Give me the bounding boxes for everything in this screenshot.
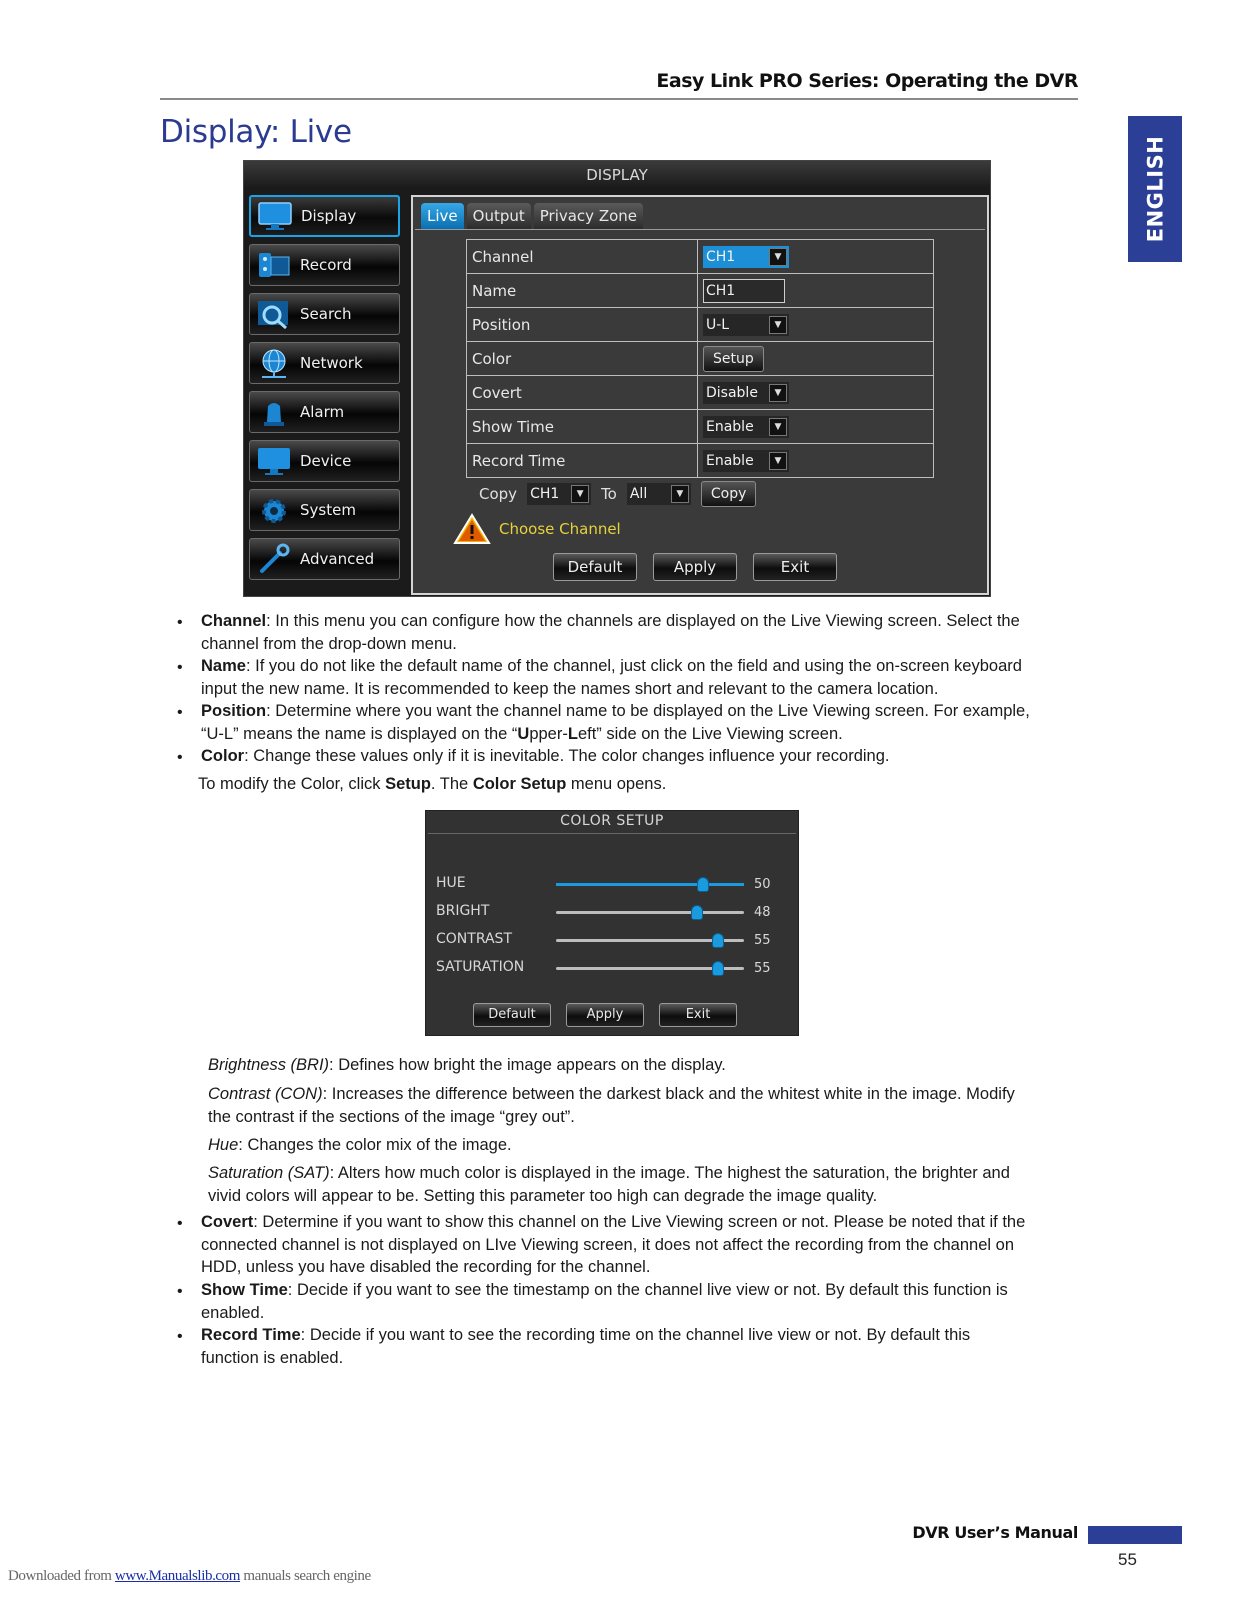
warning-message — [453, 513, 621, 545]
footer-manual-title: DVR User’s Manual — [912, 1523, 1078, 1542]
show-time-label: Show Time — [467, 410, 698, 444]
channel-select[interactable] — [703, 246, 789, 268]
bullet-text: enabled. — [201, 1303, 265, 1322]
side-menu-system[interactable] — [249, 489, 400, 531]
dialog-buttons — [553, 553, 853, 581]
monitor-icon — [257, 199, 293, 233]
bullet-term: Covert — [201, 1213, 254, 1231]
slider-track[interactable] — [556, 883, 744, 886]
apply-button[interactable]: Apply — [653, 553, 737, 581]
copy-from-value: CH1 — [530, 486, 560, 502]
apply-button[interactable]: Apply — [566, 1003, 644, 1027]
bullet-dot: • — [177, 1215, 183, 1232]
table-row — [467, 240, 934, 274]
term-text: : Changes the color mix of the image. — [238, 1136, 512, 1154]
tab-live[interactable]: Live — [421, 203, 464, 229]
slider-label: SATURATION — [436, 959, 525, 975]
slider-handle[interactable] — [697, 877, 709, 892]
chevron-down-icon: ▼ — [671, 485, 689, 503]
title-divider — [428, 833, 796, 834]
slider-handle[interactable] — [712, 961, 724, 976]
covert-select-value: Disable — [706, 384, 758, 401]
term-saturation — [208, 1162, 1078, 1207]
bullet-color — [201, 745, 1081, 768]
chevron-down-icon: ▼ — [769, 384, 787, 402]
record-time-cell — [698, 444, 934, 478]
side-menu-label: Display — [301, 207, 357, 225]
copy-from-select[interactable] — [527, 483, 591, 505]
copy-to-select[interactable] — [627, 483, 691, 505]
slider-contrast — [436, 929, 791, 951]
bullet-text: input the new name. It is recommended to keep the names short and relevant to the camera location. — [201, 679, 939, 698]
exit-button[interactable]: Exit — [659, 1003, 737, 1027]
record-time-select[interactable] — [703, 450, 789, 472]
term-name: Hue — [208, 1136, 239, 1154]
paragraph-text: . The — [430, 775, 473, 793]
tab-bar — [421, 203, 646, 229]
slider-track[interactable] — [556, 939, 744, 942]
side-menu-label: Search — [300, 305, 352, 323]
bullet-channel — [201, 610, 1081, 655]
slider-label: BRIGHT — [436, 903, 490, 919]
slider-handle[interactable] — [691, 905, 703, 920]
film-icon — [256, 248, 292, 282]
side-menu-label: Network — [300, 354, 363, 372]
term-text: vivid colors will appear to be. Setting this parameter too high can degrade the image quality. — [208, 1186, 878, 1205]
term-brightness — [208, 1054, 1078, 1077]
download-note — [8, 1568, 371, 1585]
bullet-record-time — [201, 1324, 1081, 1369]
manualslib-link[interactable]: www.Manualslib.com — [114, 1568, 241, 1584]
tab-output[interactable]: Output — [467, 203, 531, 229]
bullet-covert — [201, 1211, 1081, 1279]
siren-icon — [256, 395, 292, 429]
color-cell — [698, 342, 934, 376]
bullet-text: “U-L” means the name is displayed on the “ — [201, 724, 518, 743]
paragraph-emphasis: Color Setup — [472, 775, 567, 793]
position-label: Position — [467, 308, 698, 342]
slider-label: HUE — [436, 875, 466, 891]
table-row — [467, 376, 934, 410]
download-suffix: manuals search engine — [240, 1568, 371, 1584]
table-row — [467, 274, 934, 308]
language-tab — [1128, 116, 1182, 262]
color-setup-button[interactable]: Setup — [703, 346, 764, 372]
bullet-text: HDD, unless you have disabled the recording for the channel. — [201, 1258, 651, 1276]
bullet-text: : Determine where you want the channel name to be displayed on the Live Viewing screen. For example, — [266, 702, 1030, 720]
tab-privacy-zone[interactable]: Privacy Zone — [534, 203, 643, 229]
slider-value: 48 — [754, 905, 771, 920]
color-setup-title: COLOR SETUP — [560, 813, 664, 829]
side-menu-network[interactable] — [249, 342, 400, 384]
bullet-text: : Determine if you want to show this channel on the Live Viewing screen or not. Please be noted that if the — [253, 1213, 1026, 1231]
live-settings-panel — [411, 195, 989, 595]
bullet-text: channel from the drop-down menu. — [201, 634, 457, 653]
display-dialog-screenshot — [243, 160, 991, 597]
bullet-text: function is enabled. — [201, 1348, 344, 1367]
covert-select[interactable] — [703, 382, 789, 404]
bullet-text: : Change these values only if it is inevitable. The color changes influence your recording. — [244, 747, 890, 765]
name-cell — [698, 274, 934, 308]
term-hue — [208, 1134, 1078, 1157]
show-time-cell — [698, 410, 934, 444]
color-setup-screenshot — [425, 810, 799, 1036]
bullet-show-time — [201, 1279, 1081, 1324]
display-dialog-title: DISPLAY — [244, 161, 990, 189]
side-menu-label: System — [300, 501, 356, 519]
warning-icon — [453, 513, 491, 545]
side-menu-advanced[interactable] — [249, 538, 400, 580]
side-menu-search[interactable] — [249, 293, 400, 335]
bullet-dot: • — [177, 659, 183, 676]
default-button[interactable]: Default — [553, 553, 637, 581]
bullet-dot: • — [177, 704, 183, 721]
side-menu-device[interactable] — [249, 440, 400, 482]
bullet-text: : Decide if you want to see the recording time on the channel live view or not. By default this — [300, 1326, 971, 1344]
section-title: Display: Live — [160, 114, 352, 150]
bullet-term: Position — [201, 702, 267, 720]
table-row — [467, 308, 934, 342]
term-text: : Alters how much color is displayed in the image. The highest the saturation, the brighter and — [329, 1164, 1010, 1182]
slider-value: 55 — [754, 961, 771, 976]
settings-table — [466, 239, 934, 478]
table-row — [467, 342, 934, 376]
paragraph-emphasis: Setup — [385, 775, 431, 793]
side-menu-label: Record — [300, 256, 352, 274]
channel-label: Channel — [467, 240, 698, 274]
side-menu-label: Device — [300, 452, 352, 470]
header-rule — [160, 98, 1078, 100]
bullet-term: Name — [201, 657, 246, 675]
record-time-select-value: Enable — [706, 452, 754, 469]
term-contrast — [208, 1083, 1078, 1128]
color-intro — [198, 773, 1068, 796]
position-select-value: U-L — [706, 316, 730, 333]
gear-icon — [256, 493, 292, 527]
bullet-text: : If you do not like the default name of the channel, just click on the field and using the on-screen keyboard — [245, 657, 1022, 675]
position-select[interactable] — [703, 314, 789, 336]
language-tab-label: ENGLISH — [1143, 135, 1167, 243]
slider-track[interactable] — [556, 967, 744, 970]
copy-button[interactable]: Copy — [701, 481, 757, 507]
bullet-term: Record Time — [201, 1326, 301, 1344]
footer-color-bar — [1088, 1526, 1182, 1544]
side-menu-record[interactable] — [249, 244, 400, 286]
side-menu-label: Advanced — [300, 550, 375, 568]
monitor-icon — [256, 444, 292, 478]
bullet-text: eft” side on the Live Viewing screen. — [577, 724, 843, 743]
bullet-emphasis: U — [517, 724, 530, 743]
bullet-term: Channel — [201, 612, 267, 630]
page-number: 55 — [1118, 1550, 1137, 1569]
slider-label: CONTRAST — [436, 931, 512, 947]
slider-handle[interactable] — [712, 933, 724, 948]
chevron-down-icon: ▼ — [769, 248, 787, 266]
warning-text: Choose Channel — [499, 520, 621, 538]
slider-fill — [556, 883, 744, 886]
globe-icon — [256, 346, 292, 380]
chevron-down-icon: ▼ — [571, 485, 589, 503]
copy-label: Copy — [479, 485, 518, 503]
bullet-term: Show Time — [201, 1281, 288, 1299]
bullet-term: Color — [201, 747, 245, 765]
term-name: Contrast (CON) — [208, 1085, 323, 1103]
bullet-dot: • — [177, 1328, 183, 1345]
chevron-down-icon: ▼ — [769, 452, 787, 470]
position-cell — [698, 308, 934, 342]
paragraph-text: menu opens. — [566, 775, 667, 793]
default-button[interactable]: Default — [473, 1003, 551, 1027]
slider-track[interactable] — [556, 911, 744, 914]
table-row — [467, 444, 934, 478]
side-menu-alarm[interactable] — [249, 391, 400, 433]
term-text: : Defines how bright the image appears on the display. — [329, 1056, 726, 1074]
color-label: Color — [467, 342, 698, 376]
bullet-text: : Decide if you want to see the timestamp on the channel live view or not. By default this function is — [287, 1281, 1008, 1299]
copy-to-label: To — [601, 485, 617, 503]
exit-button[interactable]: Exit — [753, 553, 837, 581]
side-menu-display[interactable] — [249, 195, 400, 237]
running-header: Easy Link PRO Series: Operating the DVR — [656, 70, 1078, 92]
term-text: : Increases the difference between the darkest black and the whitest white in the image. Modify — [322, 1085, 1015, 1103]
color-setup-buttons — [473, 1003, 752, 1027]
channel-cell — [698, 240, 934, 274]
covert-cell — [698, 376, 934, 410]
side-menu-label: Alarm — [300, 403, 345, 421]
copy-to-value: All — [629, 486, 648, 502]
covert-label: Covert — [467, 376, 698, 410]
term-name: Saturation (SAT) — [208, 1164, 330, 1182]
bullet-text: connected channel is not displayed on LIve Viewing screen, it does not affect the recording from the channel on — [201, 1235, 1014, 1254]
slider-saturation — [436, 957, 791, 979]
magnifier-icon — [256, 297, 292, 331]
name-label: Name — [467, 274, 698, 308]
show-time-select-value: Enable — [706, 418, 754, 435]
slider-value: 50 — [754, 877, 771, 892]
bullet-dot: • — [177, 614, 183, 631]
bullet-emphasis: L — [567, 724, 578, 743]
name-input[interactable]: CH1 — [703, 279, 785, 303]
channel-select-value: CH1 — [706, 248, 736, 265]
slider-bright — [436, 901, 791, 923]
bullet-text: : In this menu you can configure how the channels are displayed on the Live Viewing screen. Select the — [266, 612, 1020, 630]
bullet-name — [201, 655, 1081, 700]
record-time-label: Record Time — [467, 444, 698, 478]
term-text: the contrast if the sections of the image “grey out”. — [208, 1107, 575, 1126]
wrench-icon — [256, 542, 292, 576]
bullet-position — [201, 700, 1081, 745]
chevron-down-icon: ▼ — [769, 418, 787, 436]
chevron-down-icon: ▼ — [769, 316, 787, 334]
bullet-dot: • — [177, 1283, 183, 1300]
table-row — [467, 410, 934, 444]
copy-row — [479, 481, 756, 507]
show-time-select[interactable] — [703, 416, 789, 438]
paragraph-text: To modify the Color, click — [198, 775, 386, 793]
download-prefix: Downloaded from — [8, 1568, 115, 1584]
bullet-dot: • — [177, 749, 183, 766]
tab-divider — [415, 229, 985, 230]
bullet-text: pper- — [529, 724, 568, 743]
slider-hue — [436, 873, 791, 895]
slider-value: 55 — [754, 933, 771, 948]
term-name: Brightness (BRI) — [208, 1056, 330, 1074]
